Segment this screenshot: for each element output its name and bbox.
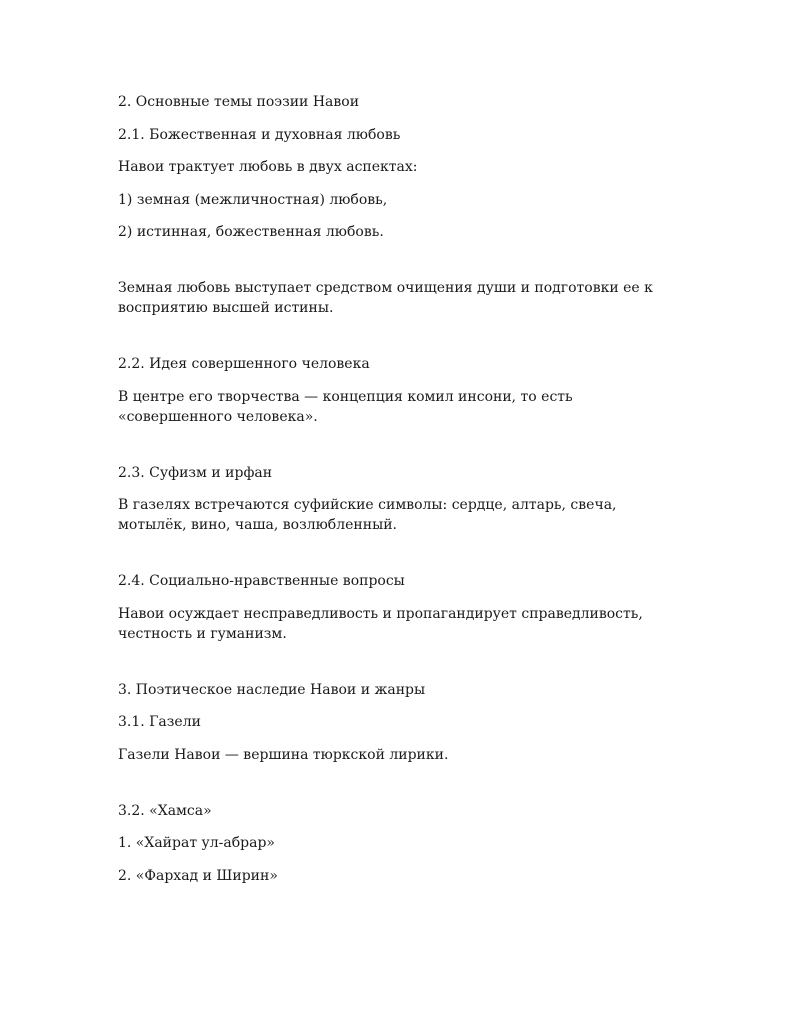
paragraph-perfect-man: В центре его творчества — концепция комил инсони, то есть «совершенного человека». (118, 388, 573, 425)
subsection-heading-2-2: 2.2. Идея совершенного человека (118, 356, 370, 372)
subsection-heading-2-4: 2.4. Социально-нравственные вопросы (118, 573, 405, 589)
paragraph-love-intro: Навои трактует любовь в двух аспектах: (118, 159, 418, 175)
subsection-heading-3-2: 3.2. «Хамса» (118, 802, 212, 819)
list-item-farhad: 2. «Фархад и Ширин» (118, 867, 278, 884)
paragraph-ghazals: Газели Навои — вершина тюркской лирики. (118, 746, 449, 763)
paragraph-sufi-symbols: В газелях встречаются суфийские символы: сердце, алтарь, свеча, мотылёк, вино, чаша, возлюбленный. (118, 497, 617, 533)
list-item-hayrat: 1. «Хайрат ул-абрар» (118, 835, 275, 851)
section-heading-2: 2. Основные темы поэзии Навои (118, 94, 360, 110)
subsection-heading-2-1: 2.1. Божественная и духовная любовь (118, 126, 401, 143)
list-item-divine-love: 2) истинная, божественная любовь. (118, 224, 384, 240)
paragraph-earthly-love: Земная любовь выступает средством очищения души и подготовки ее к восприятию высшей истины. (118, 280, 653, 316)
section-heading-3: 3. Поэтическое наследие Навои и жанры (118, 681, 426, 698)
list-item-earthly-love: 1) земная (межличностная) любовь, (118, 191, 388, 208)
paragraph-social-issues: Навои осуждает несправедливость и пропагандирует справедливость, честность и гуманизм. (118, 605, 643, 642)
subsection-heading-3-1: 3.1. Газели (118, 714, 201, 730)
document-page (118, 92, 688, 886)
subsection-heading-2-3: 2.3. Суфизм и ирфан (118, 464, 273, 481)
